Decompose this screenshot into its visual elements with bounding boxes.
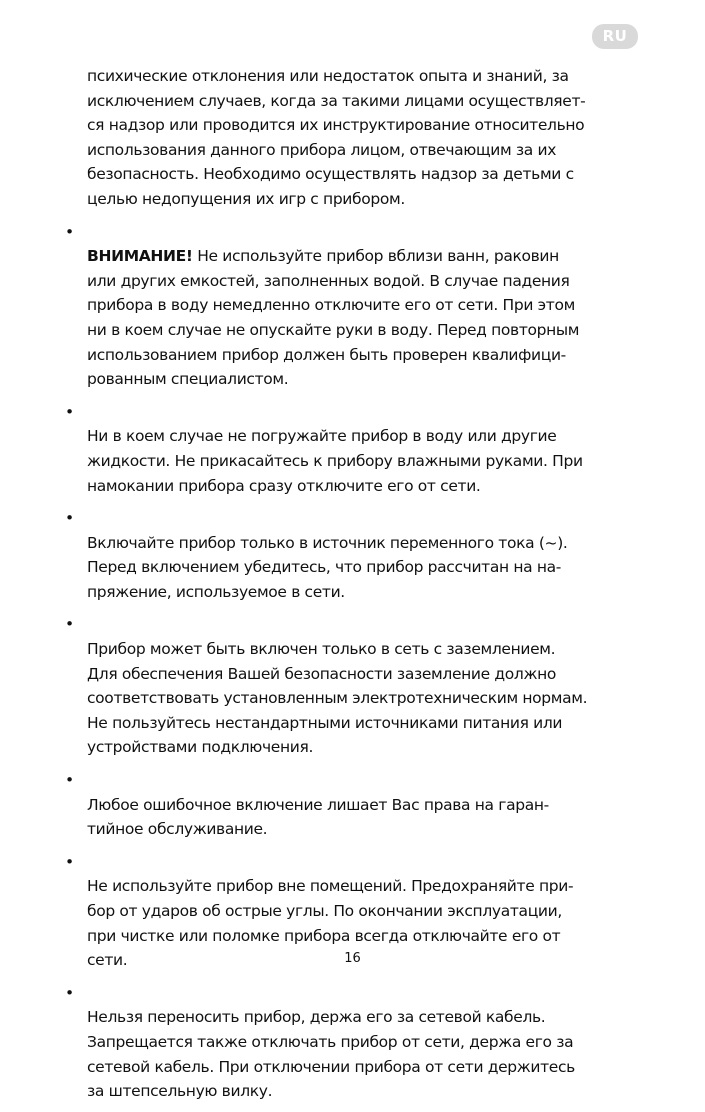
bullet-icon: •	[65, 615, 74, 634]
intro-paragraph: психические отклонения или недостаток опыта и знаний, за исключением случаев, когда за такими лицами осуществляет- ся надзор или проводится их инструктирование относительно использования данного прибора лицом, отвечающим за их безопасность. Необходимо осуществлять надзор за детьми с целью недопущения их игр с прибором.	[87, 67, 586, 208]
safety-list	[64, 220, 654, 1104]
list-item	[64, 506, 654, 604]
list-item	[64, 612, 654, 760]
list-item-text: Любое ошибочное включение лишает Вас права на гаран- тийное обслуживание.	[87, 795, 549, 839]
list-item-text: Ни в коем случае не погружайте прибор в воду или другие жидкости. Не прикасайтесь к прибору влажными руками. При намокании прибора сразу отключите его от сети.	[87, 427, 583, 495]
page-number: 16	[344, 951, 361, 966]
bullet-icon: •	[65, 402, 74, 421]
bullet-icon: •	[65, 222, 74, 241]
list-item	[64, 400, 654, 498]
list-item	[64, 768, 654, 842]
list-item-text: Не используйте прибор вблизи ванн, раковин или других емкостей, заполненных водой. В случае падения прибора в воду немедленно отключите его от сети. При этом ни в коем случае не опускайте руки в воду. Перед повторным использованием прибор должен быть проверен квалифици- рованным специалистом.	[87, 247, 580, 389]
list-item-text: Включайте прибор только в источник переменного тока (~). Перед включением убедитесь, что прибор рассчитан на на- пряжение, используемое в сети.	[87, 533, 568, 601]
bullet-icon: •	[65, 852, 74, 871]
language-badge: RU	[592, 24, 638, 49]
list-item-text: Прибор может быть включен только в сеть с заземлением. Для обеспечения Вашей безопасности заземление должно соответствовать установленным электротехническим нормам. Не пользуйтесь нестандартными источниками питания или устройствами подключения.	[87, 640, 588, 757]
bullet-icon: •	[65, 771, 74, 790]
list-item	[64, 220, 654, 392]
list-item-text: Нельзя переносить прибор, держа его за сетевой кабель. Запрещается также отключать прибор от сети, держа его за сетевой кабель. При отключении прибора от сети держитесь за штепсельную вилку.	[87, 1008, 575, 1101]
list-item	[64, 981, 654, 1104]
bullet-icon: •	[65, 509, 74, 528]
list-item-text: Не используйте прибор вне помещений. Предохраняйте при- бор от ударов об острые углы. По окончании эксплуатации, при чистке или поломке прибора всегда отключайте его от сети.	[87, 877, 574, 970]
warning-label: ВНИМАНИЕ!	[87, 247, 193, 266]
bullet-icon: •	[65, 983, 74, 1002]
